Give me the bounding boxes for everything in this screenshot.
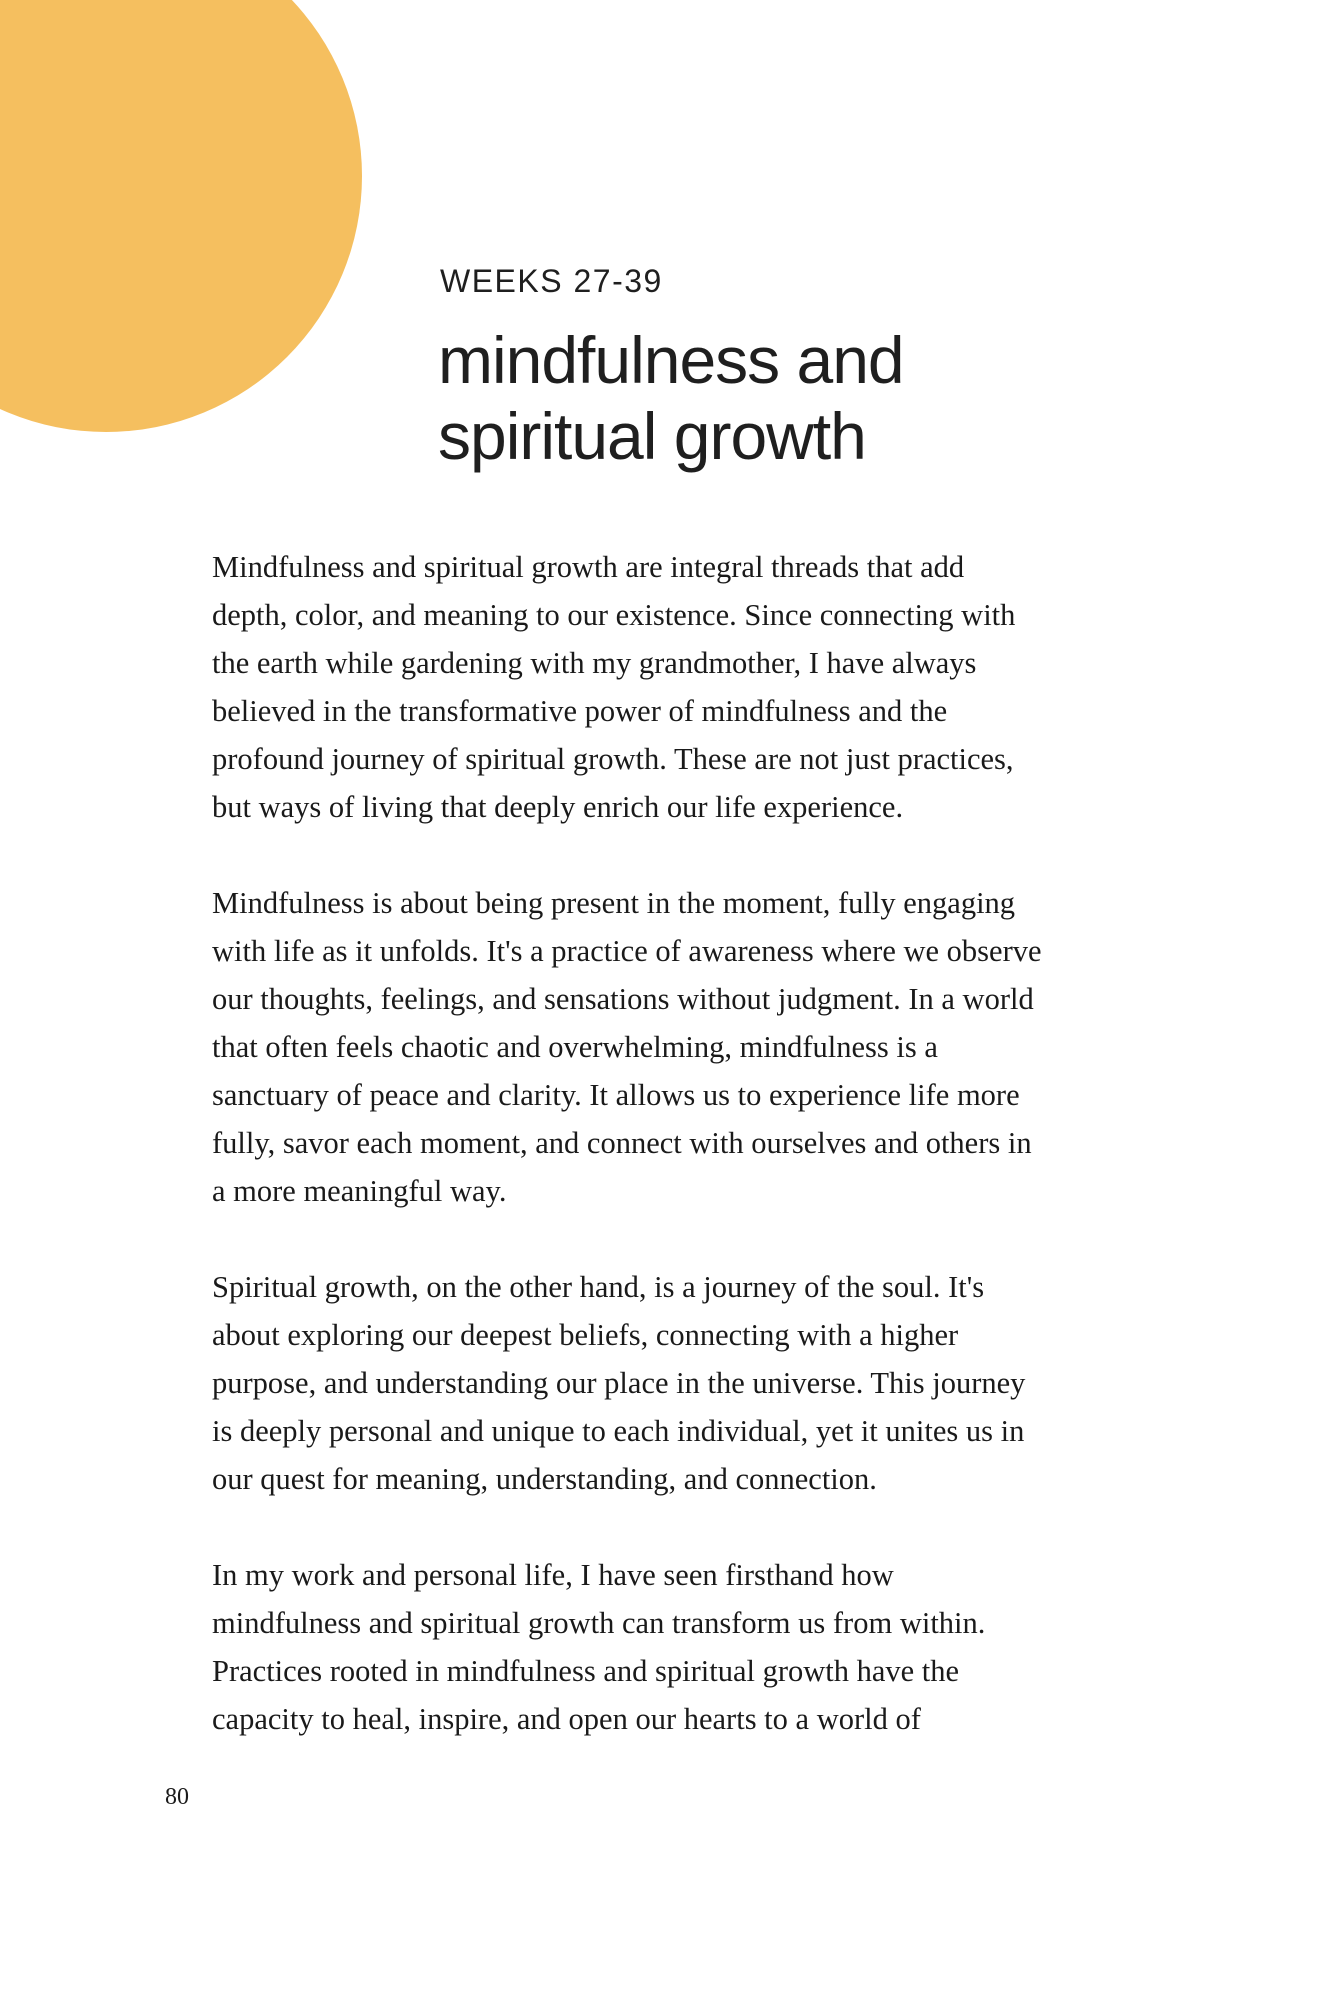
paragraph-line: In my work and personal life, I have seen firsthand how — [212, 1558, 894, 1592]
paragraph-line: but ways of living that deeply enrich our life experience. — [212, 790, 904, 824]
paragraph-line: purpose, and understanding our place in the universe. This journey — [212, 1366, 1026, 1400]
body-paragraph — [212, 543, 1192, 831]
paragraph-line: about exploring our deepest beliefs, connecting with a higher — [212, 1318, 959, 1352]
section-eyebrow: WEEKS 27-39 — [440, 263, 663, 299]
paragraph-line: capacity to heal, inspire, and open our hearts to a world of — [212, 1702, 921, 1736]
paragraph-line: Mindfulness and spiritual growth are integral threads that add — [212, 550, 965, 584]
body-paragraph — [212, 879, 1192, 1215]
paragraph-line: our thoughts, feelings, and sensations without judgment. In a world — [212, 982, 1034, 1016]
body-paragraph — [212, 1551, 1192, 1743]
paragraph-line: Spiritual growth, on the other hand, is a journey of the soul. It's — [212, 1270, 985, 1304]
decorative-circle — [0, 0, 362, 432]
paragraph-line: with life as it unfolds. It's a practice of awareness where we observe — [212, 934, 1042, 968]
paragraph-line: a more meaningful way. — [212, 1174, 507, 1208]
paragraph-line: our quest for meaning, understanding, and connection. — [212, 1462, 877, 1496]
paragraph-line: Mindfulness is about being present in the moment, fully engaging — [212, 886, 1016, 920]
paragraph-line: believed in the transformative power of mindfulness and the — [212, 694, 948, 728]
paragraph-line: fully, savor each moment, and connect with ourselves and others in — [212, 1126, 1032, 1160]
chapter-title — [438, 322, 1198, 474]
body-paragraph — [212, 1263, 1192, 1503]
chapter-title-line: mindfulness and — [438, 323, 904, 397]
paragraph-line: that often feels chaotic and overwhelming, mindfulness is a — [212, 1030, 938, 1064]
paragraph-line: the earth while gardening with my grandmother, I have always — [212, 646, 977, 680]
paragraph-line: sanctuary of peace and clarity. It allows us to experience life more — [212, 1078, 1020, 1112]
paragraph-line: depth, color, and meaning to our existence. Since connecting with — [212, 598, 1016, 632]
paragraph-line: profound journey of spiritual growth. These are not just practices, — [212, 742, 1014, 776]
body-text — [212, 543, 1192, 1791]
paragraph-line: Practices rooted in mindfulness and spiritual growth have the — [212, 1654, 960, 1688]
paragraph-line: is deeply personal and unique to each individual, yet it unites us in — [212, 1414, 1025, 1448]
page-number: 80 — [165, 1784, 189, 1810]
paragraph-line: mindfulness and spiritual growth can transform us from within. — [212, 1606, 986, 1640]
chapter-title-line: spiritual growth — [438, 399, 866, 473]
